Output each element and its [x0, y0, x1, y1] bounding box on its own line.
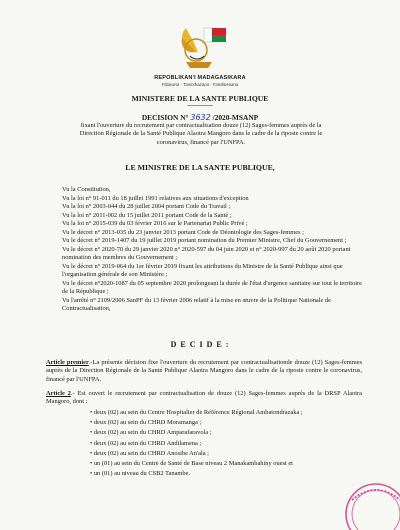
official-stamp-seal [330, 470, 400, 530]
decision-subject: fixant l'ouverture du recrutement par contractualisation douze (12) Sages-femmes auprès de la Direction Régionale de la Santé Publique Alaotra Mangoro dans le cadre de la riposte contre le coronavirus, financé par l'UNFPA. [79, 122, 323, 146]
article-2-list [90, 408, 303, 479]
article-2-label: Article 2 [46, 390, 71, 397]
list-item: • deux (02) au sein du CHRD Andilamena ; [90, 439, 202, 447]
ministry-title: MINISTERE DE LA SANTE PUBLIQUE [131, 94, 269, 103]
decision-suffix: /2020-MSANP [212, 113, 259, 122]
separator: ----------------- [187, 103, 213, 109]
decision-number-line [0, 113, 400, 122]
article-2-text: .- Est ouvert le recrutement par contractualisation de douze (12) Sages-femmes auprès de la DRSP Alaotra Mangoro, dont : [46, 390, 362, 406]
national-emblem-logo [172, 22, 230, 74]
article-1-label: Article premier [46, 359, 89, 366]
consideration-item: Vu le décret n° 2019-1407 du 19 juillet 2019 portant nomination du Premier Ministre, Chef du Gouvernement ; [62, 237, 347, 244]
article-1-text: .-La présente décision fixe l'ouverture du recrutement par contractualisationde douze (12) Sages-femmes auprès de la Direction Régionale de la Santé Publique Alaotra Mangoro dans le cadre de la riposte contre le coronavirus, financé par l'UNFPA. [46, 359, 362, 383]
list-item: • deux (02) au sein du Centre Hospitalier de Référence Régional Ambatondrazaka ; [90, 409, 303, 416]
list-item: • deux (02) au sein du CHRD Moramanga ; [90, 419, 202, 427]
consideration-item: Vu le décret n° 2020-70 du 29 janvier 2020 n° 2020-597 du 04 juin 2020 et n° 2020-997 du 20 août 2020 portant nomination des membres du Gouvernement ; [62, 245, 351, 261]
article-2 [46, 390, 362, 407]
list-item: • un (01) au sein du Centre de Santé de Base niveau 2 Manakambahiny ouest et [90, 460, 293, 468]
consideration-item: Vu la Constitution, [62, 186, 111, 193]
list-item: • un (01) au niveau du CSB2 Tanambe. [90, 470, 191, 478]
decide-heading: D E C I D E : [170, 340, 230, 349]
consideration-item: Vu la loi n° 2015-039 du 03 février 2016 sur le Partenariat Public Privé ; [62, 220, 248, 227]
authority-heading: LE MINISTRE DE LA SANTE PUBLIQUE, [125, 163, 275, 172]
consideration-item: Vu la loi n° 91-011 du 18 juillet 1991 relatives aux situations d'exception [62, 194, 249, 202]
decision-prefix: DECISION N° [141, 113, 189, 122]
republic-motto: Fitiavana - Tanindrazana - Fandrosoana [161, 82, 239, 87]
consideration-item: Vu l'arrêté n° 2109/2006 SanPF du 13 février 2006 relatif à la mise en œuvre de la Politique Nationale de Contractualisation, [62, 296, 331, 312]
consideration-item: Vu le décret n° 2019-064 du 1er février 2019 fixant les attributions du Ministre de la Santé Publique ainsi que l'organisation générale de son Ministère ; [62, 262, 343, 278]
consideration-item: Vu la loi n° 2011-002 du 15 juillet 2011 portant Code de la Santé ; [62, 211, 232, 219]
consideration-item: Vu le décret n° 2013-035 du 23 janvier 2013 portant Code de Déontologie des Sages-femmes ; [62, 228, 304, 236]
considerations-list [62, 186, 362, 314]
list-item: • deux (02) au sein du CHRD Anosibe An'ala ; [90, 449, 209, 457]
consideration-item: Vu le décret n°2020-1087 du 05 septembre 2020 prolongeant la durée de l'état d'urgence sanitaire sur tout le territoire de la République ; [62, 279, 363, 295]
consideration-item: Vu la loi n° 2003-044 du 28 juillet 2004 portant Code du Travail ; [62, 203, 231, 210]
list-item: • deux (02) au sein du CHRD Amparafaravola ; [90, 429, 212, 437]
decision-number-handwritten: 3632 [190, 113, 211, 122]
article-1 [46, 359, 362, 384]
republic-name: REPOBLIKAN'I MADAGASIKARA [154, 75, 246, 81]
